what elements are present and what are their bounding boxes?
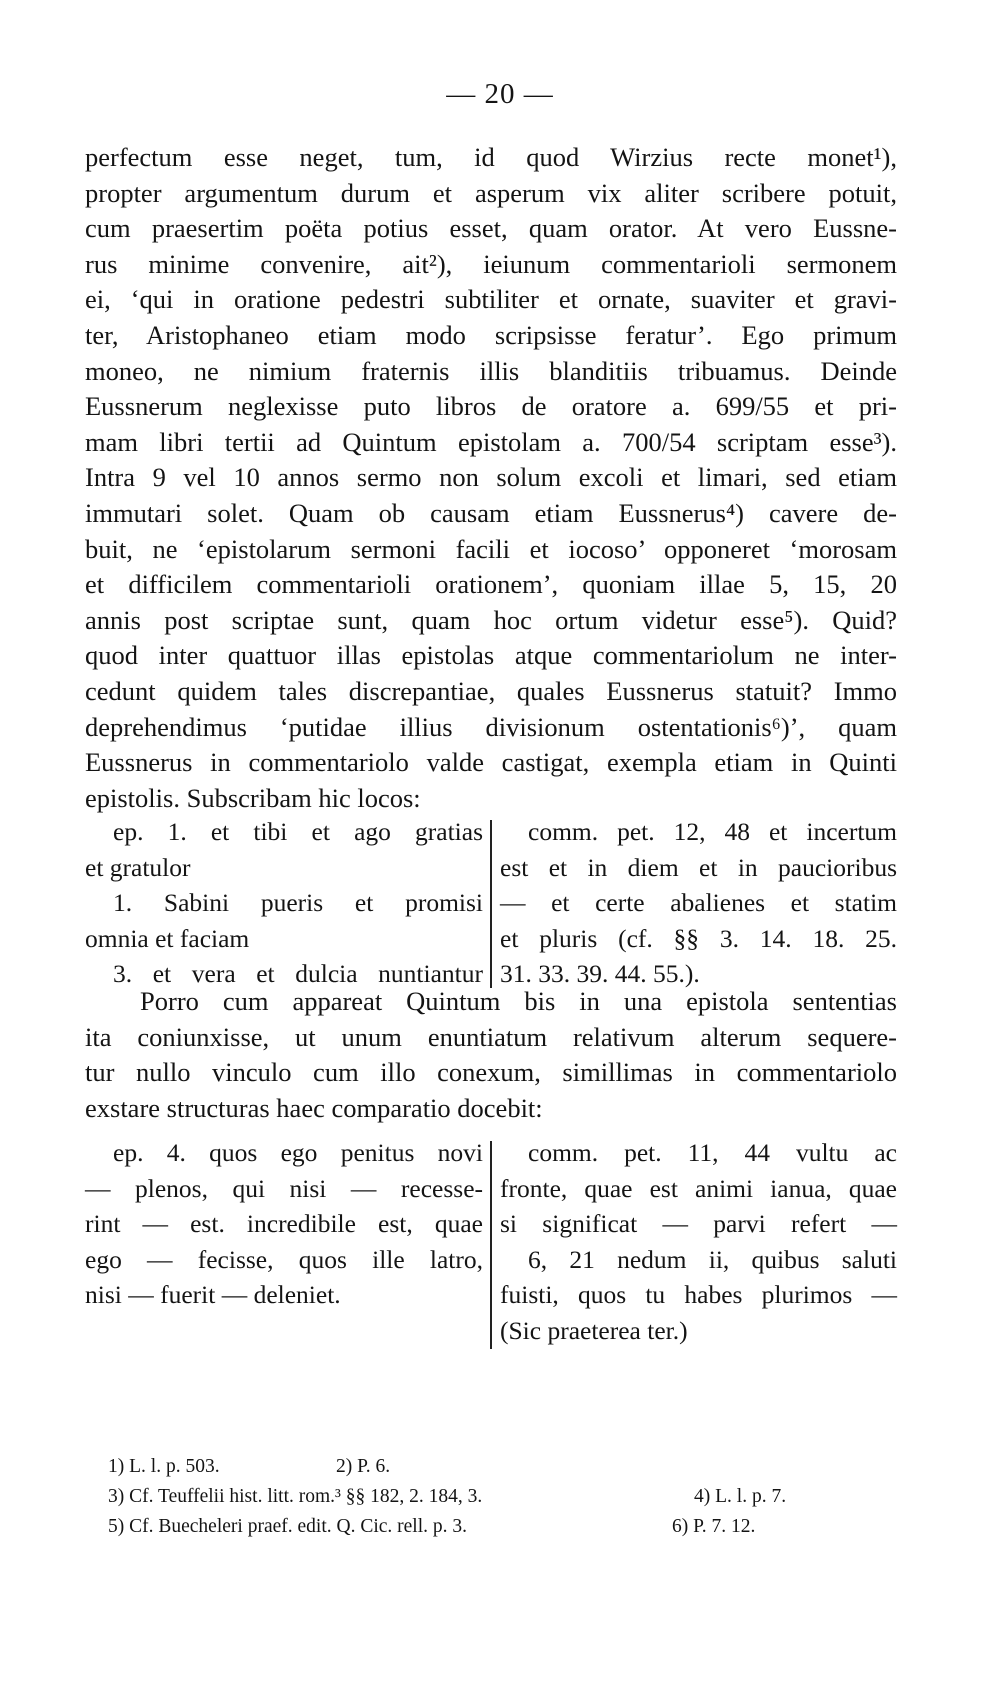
text-line: annis post scriptae sunt, quam hoc ortum videtur esse⁵). Quid? [85, 604, 897, 635]
column-divider [490, 1141, 492, 1349]
page-number: — 20 — [446, 78, 554, 110]
text-line: cedunt quidem tales discrepantiae, quales Eussnerus statuit? Immo [85, 675, 897, 706]
comparison-line: fuisti, quos tu habes plurimos — [500, 1280, 897, 1310]
comparison-right-column [500, 1135, 897, 1349]
text-line: ei, ‘qui in oratione pedestri subtiliter et ornate, suaviter et gravi- [85, 284, 897, 315]
comparison-left-column [85, 814, 483, 992]
text-line: Eussnerus in commentariolo valde castigat, exempla etiam in Quinti [85, 747, 897, 778]
comparison-left-column [85, 1135, 483, 1313]
text-line: Intra 9 vel 10 annos sermo non solum excoli et limari, sed etiam [85, 462, 897, 493]
text-line: immutari solet. Quam ob causam etiam Eussnerus⁴) cavere de- [85, 497, 897, 528]
text-line: Porro cum appareat Quintum bis in una epistola sententias [140, 986, 897, 1016]
comparison-line: 1. Sabini pueris et promisi [113, 888, 483, 918]
footnote-3: 3) Cf. Teuffelii hist. litt. rom.³ §§ 182, 2. 184, 3. [108, 1486, 483, 1507]
comparison-line: 3. et vera et dulcia nuntiantur [113, 959, 483, 989]
comparison-table-2 [85, 1135, 897, 1355]
text-line: Eussnerum neglexisse puto libros de oratore a. 699/55 et pri- [85, 391, 897, 422]
comparison-line: 31. 33. 39. 44. 55.). [500, 959, 700, 989]
text-line: ita coniunxisse, ut unum enuntiatum relativum alterum sequere- [85, 1021, 897, 1052]
comparison-table-1 [85, 814, 897, 994]
text-line: et difficilem commentarioli orationem’, quoniam illae 5, 15, 20 [85, 569, 897, 600]
footnotes [108, 1452, 898, 1542]
text-line: exstare structuras haec comparatio docebit: [85, 1092, 543, 1123]
column-divider [490, 820, 492, 988]
comparison-line: (Sic praeterea ter.) [500, 1315, 688, 1345]
comparison-line: ego — fecisse, quos ille latro, [85, 1244, 483, 1274]
second-paragraph [85, 984, 897, 1126]
footnote-6: 6) P. 7. 12. [672, 1516, 756, 1537]
comparison-line: comm. pet. 12, 48 et incertum [528, 817, 897, 846]
footnote-4: 4) L. l. p. 7. [694, 1486, 787, 1507]
comparison-line: rint — est. incredibile est, quae [85, 1209, 483, 1239]
comparison-line: — et certe abalienes et statim [500, 888, 897, 918]
footnote-1: 1) L. l. p. 503. [108, 1456, 220, 1477]
comparison-line: ep. 4. quos ego penitus novi [113, 1138, 483, 1167]
comparison-line: et gratulor [85, 852, 191, 882]
comparison-line: si significat — parvi refert — [500, 1209, 897, 1239]
text-line: mam libri tertii ad Quintum epistolam a. 700/54 scriptam esse³). [85, 426, 897, 457]
text-line: buit, ne ‘epistolarum sermoni facili et iocoso’ opponeret ‘morosam [85, 533, 897, 564]
text-line: moneo, ne nimium fraternis illis blanditiis tribuamus. Deinde [85, 355, 897, 386]
text-line: rus minime convenire, ait²), ieiunum commentarioli sermonem [85, 248, 897, 279]
text-line: perfectum esse neget, tum, id quod Wirzius recte monet¹), [85, 142, 897, 172]
text-line: deprehendimus ‘putidae illius divisionum ostentationis⁶)’, quam [85, 711, 897, 742]
comparison-line: fronte, quae est animi ianua, quae [500, 1173, 897, 1203]
comparison-line: est et in diem et in paucioribus [500, 852, 897, 882]
text-line: quod inter quattuor illas epistolas atque commentariolum ne inter- [85, 640, 897, 671]
text-line: cum praesertim poëta potius esset, quam orator. At vero Eussne- [85, 213, 897, 244]
comparison-right-column [500, 814, 897, 992]
comparison-line: 6, 21 nedum ii, quibus saluti [528, 1244, 897, 1274]
text-line: tur nullo vinculo cum illo conexum, simillimas in commentariolo [85, 1057, 897, 1088]
text-line: propter argumentum durum et asperum vix aliter scribere potuit, [85, 177, 897, 208]
comparison-line: et pluris (cf. §§ 3. 14. 18. 25. [500, 923, 897, 953]
footnote-2: 2) P. 6. [336, 1456, 391, 1477]
comparison-line: comm. pet. 11, 44 vultu ac [528, 1138, 897, 1167]
comparison-line: ep. 1. et tibi et ago gratias [113, 817, 483, 846]
comparison-line: nisi — fuerit — deleniet. [85, 1280, 341, 1310]
main-paragraph [85, 140, 897, 816]
text-line: epistolis. Subscribam hic locos: [85, 782, 421, 813]
comparison-line: omnia et faciam [85, 923, 250, 953]
footnote-5: 5) Cf. Buecheleri praef. edit. Q. Cic. rell. p. 3. [108, 1516, 468, 1537]
text-line: ter, Aristophaneo etiam modo scripsisse feratur’. Ego primum [85, 319, 897, 350]
comparison-line: — plenos, qui nisi — recesse- [85, 1173, 483, 1203]
